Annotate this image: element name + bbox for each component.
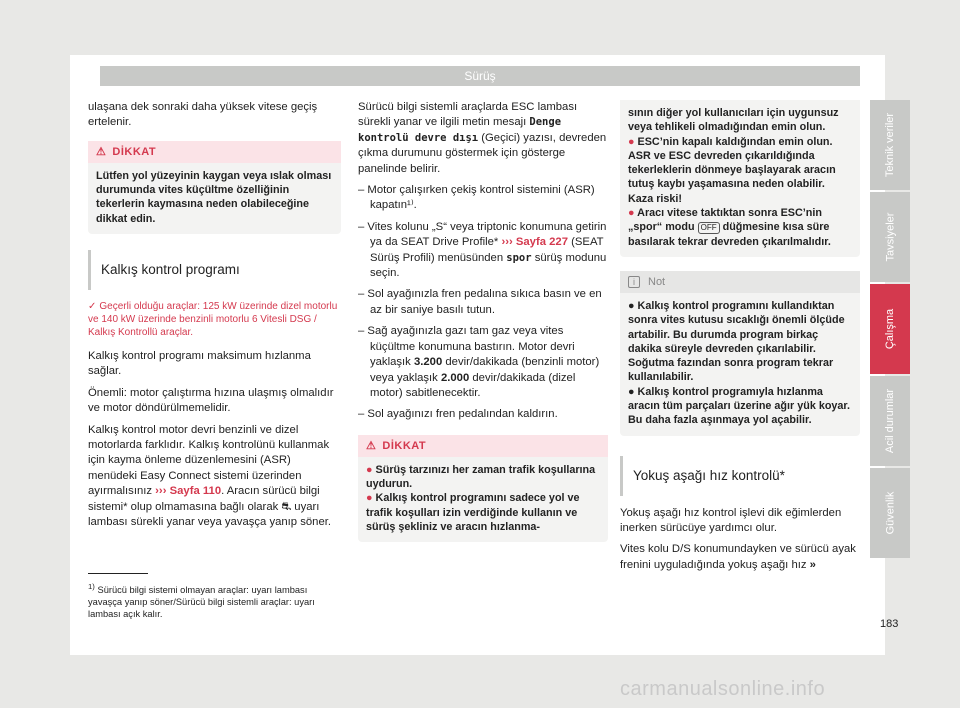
note-title: Not [648,275,666,288]
step-text: (SEAT Sürüş Profili) menüsünden [370,236,604,264]
tab-label: Tavsiyeler [884,212,896,262]
warning-body [620,100,860,257]
section-heading: Kalkış kontrol programı [88,250,341,290]
warning-box-continued [620,100,860,257]
warning-bullet [366,463,600,492]
step-text: – Sağ ayağınızla gazı tam gaz veya vites küçültme konumuna bastırın. Motor devri yaklaşık [358,325,575,369]
step-item: – Sol ayağınızla fren pedalına sıkıca basın ve en az bir saniye basılı tutun. [358,288,602,316]
note-body [620,293,860,436]
note-header [620,271,860,293]
continue-arrow-icon: » [809,558,816,571]
tab-safety[interactable] [870,468,910,558]
paragraph-text: . Aracın sürücü bilgi sistemi* olup olmamasına bağlı olarak ⛐ uyarı lambası sürekli yanar veya yavaşça yanıp söner. [88,485,332,529]
rpm-value: 2.000 [440,371,470,384]
watermark: carmanualsonline.info [620,678,826,700]
footnote-marker: 1) [88,582,95,591]
tab-label: Teknik veriler [884,112,896,178]
paragraph-text: Kalkış kontrol motor devri benzinli ve dizel motorlarda farklıdır. Kalkış kontrolünü kullanmak için kayma önleme düzenlemesini (ASR) menüdeki Easy Connect sistemi üzerinden ayırmalısınız [88,423,330,498]
tab-emergencies[interactable] [870,376,910,466]
mode-name: spor [506,251,532,264]
paragraph: ulaşana dek sonraki daha yüksek vitese geçiş ertelenir. [88,101,318,129]
step-item: – Sol ayağınızı fren pedalından kaldırın. [358,408,558,421]
warning-header [358,435,608,457]
bullet-icon: ● [628,207,635,220]
bullet-icon: ● [628,299,635,312]
tab-label: Güvenlik [884,491,897,535]
bullet-icon: ● [628,135,635,148]
step-text: sürüş modunu seçin. [370,251,607,280]
footnote [88,573,341,620]
column-right [620,100,860,579]
tab-operation[interactable] [870,284,910,374]
warning-title: DİKKAT [112,145,157,158]
paragraph: Kalkış kontrol programı maksimum hızlanma sağlar. [88,350,311,378]
paragraph: Önemli: motor çalıştırma hızına ulaşmış olmalıdır ve motor döndürülmemelidir. [88,386,334,415]
step-text: devir/dakikada (dizel motor) sabitlenecektir. [370,371,576,399]
bullet-text: düğmesine kısa süre basılarak tekrar devreden çıkarılmalıdır. [628,221,831,248]
bullet-text: Aracı vitese taktıktan sonra ESC’nin „spor“ modu [628,207,822,234]
warning-bullet [366,491,600,534]
paragraph-text: Sürücü bilgi sistemli araçlarda ESC lambası sürekli yanar ve ilgili metin mesajı [358,101,578,129]
bullet-text: ESC’nin kapalı kaldığından emin olun. ASR ve ESC devreden çıkarıldığında tekerleklerin dönmeye başlayarak aracın tutuş kaybı yaşamasına neden olabilir. Kaza riski! [628,135,836,205]
bullet-text: Kalkış kontrol programıyla hızlanma aracın tüm parçaları üzerine ağır yük koyar. Bu daha fazla aşınmaya yol açabilir. [628,385,851,427]
warning-header [88,141,341,163]
paragraph: Yokuş aşağı hız kontrol işlevi dik eğimlerden inerken sürücüye yardımcı olur. [620,506,842,535]
page-header: Sürüş [100,66,860,86]
paragraph [358,100,608,177]
paragraph-text: (Geçici) yazısı, devreden çıkma durumunu göstermek için gösterge panelinde belirir. [358,131,607,175]
note-bullet [628,385,852,428]
warning-box [88,141,341,234]
footnote-text: Sürücü bilgi sistemi olmayan araçlar: uyarı lambası yavaşça yanıp söner/Sürücü bilgi sistemli araçlar: uyarı lambası açık kalır. [88,585,315,620]
esc-off-key-icon: OFF [698,222,720,234]
step-text: devir/dakikada (benzinli motor) veya yaklaşık [370,356,600,384]
step-item: – Motor çalışırken çekiş kontrol sistemini (ASR) kapatın¹⁾. [358,184,595,212]
bullet-icon: ● [366,492,373,505]
tab-technical-data[interactable] [870,100,910,190]
bullet-text: Sürüş tarzınızı her zaman trafik koşullarına uydurun. [366,463,596,491]
info-icon: i [628,276,640,288]
paragraph [88,423,341,531]
tab-label: Acil durumlar [884,388,896,454]
warning-triangle-icon: ⚠ [366,439,377,452]
page-reference-link[interactable]: ››› Sayfa 110 [155,485,222,498]
bullet-icon: ● [366,463,373,476]
warning-box [358,435,608,542]
step-item [358,324,608,401]
warning-title: DİKKAT [382,439,427,452]
paragraph [620,542,860,573]
bullet-text: Kalkış kontrol programını kullandıktan sonra vites kutusu sıcaklığı önemli ölçüde artabilir. Bu durumda program birkaç dakika süreyle devreden çıkarılabilir. Soğutma fazından sonra program tekrar kullanılabilir. [628,299,845,384]
warning-body: Lütfen yol yüzeyinin kaygan veya ıslak olması durumunda vites küçültme özelliğinin tekerlerin kaymasına neden olabileceğine dikkat edin. [96,169,332,225]
warning-bullet [628,206,852,249]
tab-recommendations[interactable] [870,192,910,282]
rpm-value: 3.200 [413,356,443,369]
column-middle [358,100,608,542]
applicability-text: Geçerli olduğu araçlar: 125 kW üzerinde dizel motorlu ve 140 kW üzerinde benzinli motorlu 6 Vitesli DSG / Kalkış Kontrollü araçlar. [88,301,338,338]
warning-triangle-icon: ⚠ [96,145,107,158]
chapter-tabs [870,100,910,560]
page-number: 183 [880,618,899,630]
warning-body [358,457,608,542]
display-message: Denge kontrolü devre dışı [358,116,562,144]
note-bullet [628,299,852,385]
page-reference-link[interactable]: ››› Sayfa 227 [501,236,568,249]
section-heading: Yokuş aşağı hız kontrolü* [620,456,860,496]
check-icon: ✓ [88,301,97,312]
bullet-text: Kalkış kontrol programını sadece yol ve trafik koşulları izin verdiğinde kullanın ve sürüş şekliniz ve aracın hızlanma- [366,492,580,533]
bullet-icon: ● [628,385,635,398]
column-left [88,100,341,536]
paragraph-text: Vites kolu D/S konumundayken ve sürücü ayak frenini uyguladığında yokuş aşağı hız [620,543,856,571]
step-text: – Vites kolunu „S“ veya triptonic konumuna getirin ya da SEAT Drive Profile* [358,220,607,249]
applicability-note [88,300,341,339]
warning-text: sının diğer yol kullanıcıları için uygunsuz veya tehlikeli olmadığından emin olun. [628,107,839,134]
warning-bullet [628,135,852,206]
step-item [358,220,608,282]
note-box [620,271,860,436]
tab-label: Çalışma [884,308,896,350]
